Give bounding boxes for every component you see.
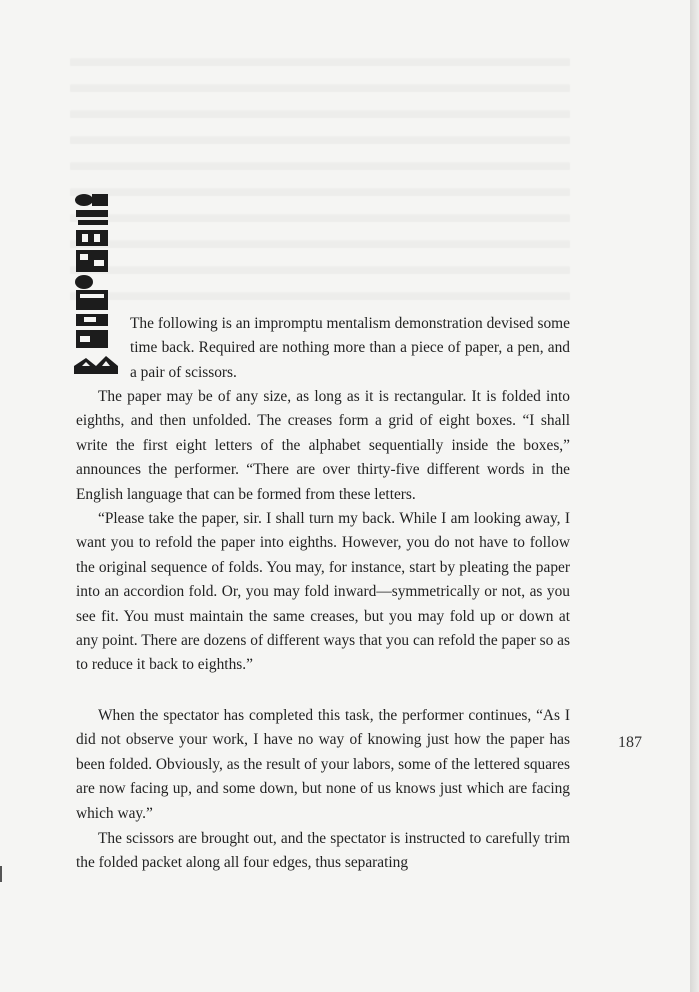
decorative-fold-glyphs-icon: [72, 190, 122, 380]
paragraph-1: The following is an impromptu mentalism demonstration devised some time back. Required are nothing more than a piece of paper, a pen, and a pair of scissors.: [130, 315, 570, 381]
show-through-text: [70, 40, 570, 300]
page-number: 187: [618, 734, 642, 751]
paragraph-4: When the spectator has completed this task, the performer continues, “As I did not observe your work, I have no way of knowing just how the paper has been folded. Obviously, as the result of your labors, some of the lettered squares are now facing up, and some down, but none of us knows just which are facing which way.”: [76, 707, 570, 822]
margin-mark: [0, 866, 2, 882]
page-edge: [690, 0, 699, 992]
paragraph-5: The scissors are brought out, and the spectator is instructed to carefully trim the folded packet along all four edges, thus separating: [76, 830, 570, 872]
paragraph-2: The paper may be of any size, as long as it is rectangular. It is folded into eighths, and then unfolded. The creases form a grid of eight boxes. “I shall write the first eight letters of the alphabet sequentially inside the boxes,” announces the performer. “There are over thirty-five different words in the English language that can be formed from these letters.: [76, 388, 570, 503]
paragraph-3: “Please take the paper, sir. I shall turn my back. While I am looking away, I want you to refold the paper into eighths. However, you do not have to follow the original sequence of folds. You may, for instance, start by pleating the paper into an accordion fold. Or, you may fold inward—symmetrically or not, as you see fit. You must maintain the same creases, but you may fold up or down at any point. There are dozens of different ways that you can refold the paper so as to reduce it back to eighths.”: [76, 510, 570, 674]
